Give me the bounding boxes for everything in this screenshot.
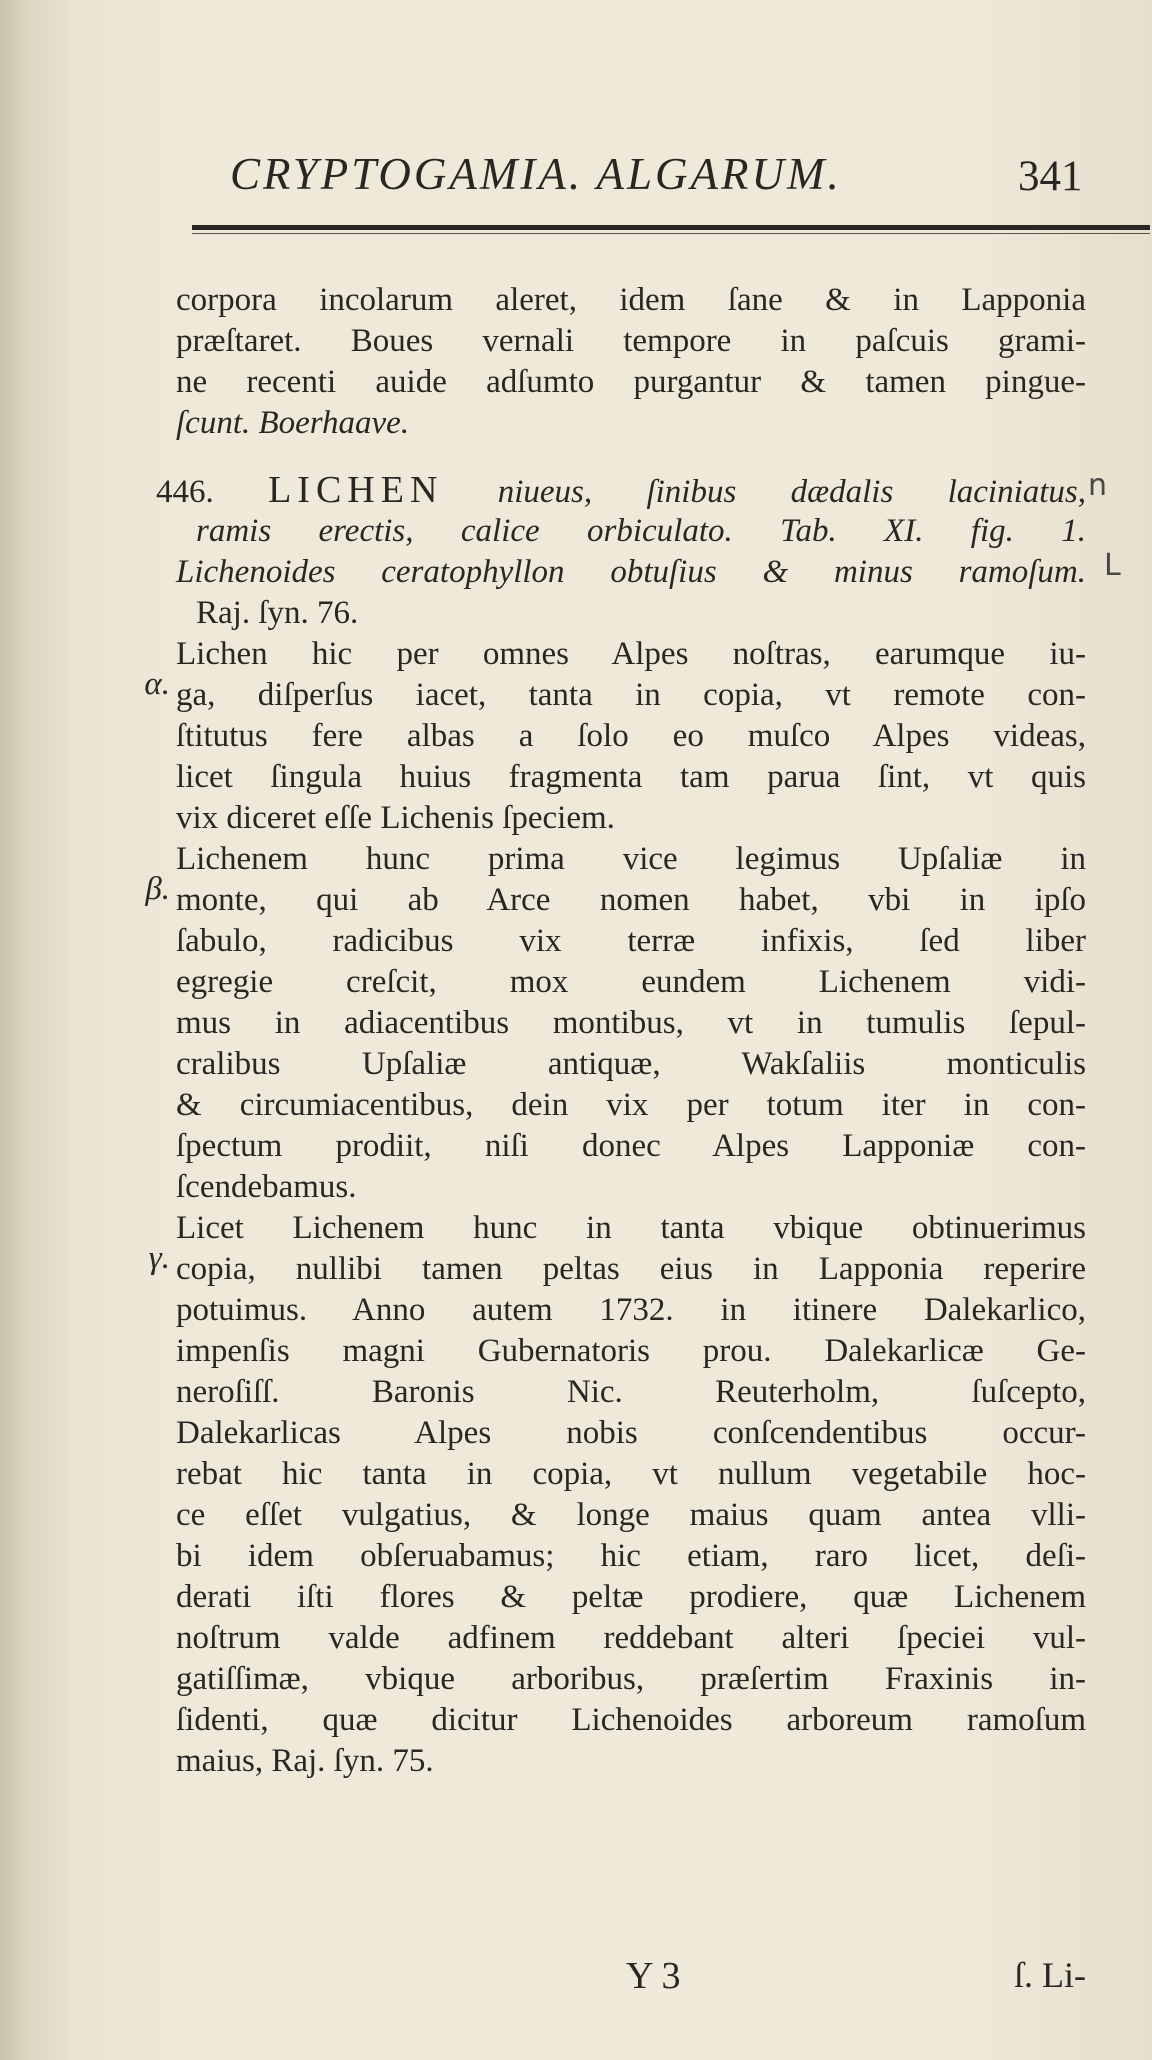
page-footer (176, 1954, 1086, 2004)
text-line: α. Lichen hic per omnes Alpes noſtras, earumque iu- (176, 634, 1086, 675)
signature-mark: Y 3 (626, 1955, 681, 1997)
text-line: impenſis magni Gubernatoris prou. Dalekarlicæ Ge- (176, 1333, 1086, 1369)
text-line: ne recenti auide adſumto purgantur & tamen pingue- (176, 364, 1086, 400)
entry-name: LICHEN (268, 469, 444, 511)
body-text (144, 280, 1087, 1782)
text-line: vix diceret eſſe Lichenis ſpeciem. (176, 800, 615, 836)
text-line: potuimus. Anno autem 1732. in itinere Dalekarlico, (176, 1292, 1086, 1328)
text-line: egregie creſcit, mox eundem Lichenem vidi- (176, 964, 1086, 1000)
paragraph-marker: β. (145, 871, 170, 907)
text-line: ga, diſperſus iacet, tanta in copia, vt remote con- (176, 677, 1086, 713)
text-line: corpora incolarum aleret, idem ſane & in Lapponia (176, 282, 1086, 318)
text-line: bi idem obſeruabamus; hic etiam, raro licet, deſi- (176, 1538, 1086, 1574)
catchword: ſ. Li- (1014, 1955, 1086, 1995)
text-line: præſtaret. Boues vernali tempore in paſcuis grami- (176, 323, 1086, 359)
text-line: ſtitutus fere albas a ſolo eo muſco Alpes videas, (176, 718, 1086, 754)
text-line: ſpectum prodiit, niſi donec Alpes Lapponiæ con- (176, 1128, 1086, 1164)
margin-note-2: L (1104, 548, 1121, 583)
text-line: Raj. ſyn. 76. (196, 595, 359, 631)
text-line: gatiſſimæ, vbique arboribus, præſertim Fraxinis in- (176, 1661, 1086, 1697)
text-line: ſabulo, radicibus vix terræ infixis, ſed liber (176, 923, 1086, 959)
entry-heading (156, 469, 1087, 511)
text-line: rebat hic tanta in copia, vt nullum vegetabile hoc- (176, 1456, 1086, 1492)
text-line: maius, Raj. ſyn. 75. (176, 1743, 434, 1779)
text-line: mus in adiacentibus montibus, vt in tumulis ſepul- (176, 1005, 1086, 1041)
text-line: monte, qui ab Arce nomen habet, vbi in ipſo (176, 882, 1086, 918)
text-line: neroſiſſ. Baronis Nic. Reuterholm, ſuſcepto, (176, 1374, 1086, 1410)
text-line: copia, nullibi tamen peltas eius in Lapponia reperire (176, 1251, 1086, 1287)
text-line: ſidenti, quæ dicitur Lichenoides arboreum ramoſum (176, 1702, 1086, 1738)
running-head: CRYPTOGAMIA. ALGARUM. (230, 149, 842, 199)
paragraph-marker: α. (144, 666, 170, 702)
page-number: 341 (1018, 153, 1083, 200)
text-line: β. Lichenem hunc prima vice legimus Upſaliæ in (176, 839, 1086, 880)
text-line: noſtrum valde adfinem reddebant alteri ſpeciei vul- (176, 1620, 1086, 1656)
entry-description: niueus, ſinibus dædalis laciniatus, (497, 474, 1087, 510)
text-line: ce eſſet vulgatius, & longe maius quam antea vlli- (176, 1497, 1086, 1533)
text-line: & circumiacentibus, dein vix per totum iter in con- (176, 1087, 1086, 1123)
paragraph-marker: γ. (148, 1240, 170, 1276)
text-line: Lichenoides ceratophyllon obtuſius & minus ramoſum. (176, 554, 1086, 590)
text-line: Dalekarlicas Alpes nobis conſcendentibus occur- (176, 1415, 1086, 1451)
text-line: licet ſingula huius fragmenta tam parua ſint, vt quis (176, 759, 1086, 795)
header-rule-thin (192, 233, 1150, 234)
page-gutter-shadow (0, 0, 70, 2060)
author-name: ſcunt. Boerhaave. (176, 405, 410, 441)
text-line: ſcendebamus. (176, 1169, 357, 1205)
text-line (176, 403, 1086, 444)
margin-note-1: n (1088, 468, 1108, 503)
text-line: ramis erectis, calice orbiculato. Tab. XI. fig. 1. (196, 513, 1086, 549)
entry-number: 446. (156, 474, 214, 510)
text-line: cralibus Upſaliæ antiquæ, Wakſaliis monticulis (176, 1046, 1086, 1082)
text-line: γ. Licet Lichenem hunc in tanta vbique obtinuerimus (176, 1208, 1086, 1249)
header-rule (192, 225, 1150, 230)
text-line: derati iſti flores & peltæ prodiere, quæ Lichenem (176, 1579, 1086, 1615)
page-header (230, 148, 1090, 208)
